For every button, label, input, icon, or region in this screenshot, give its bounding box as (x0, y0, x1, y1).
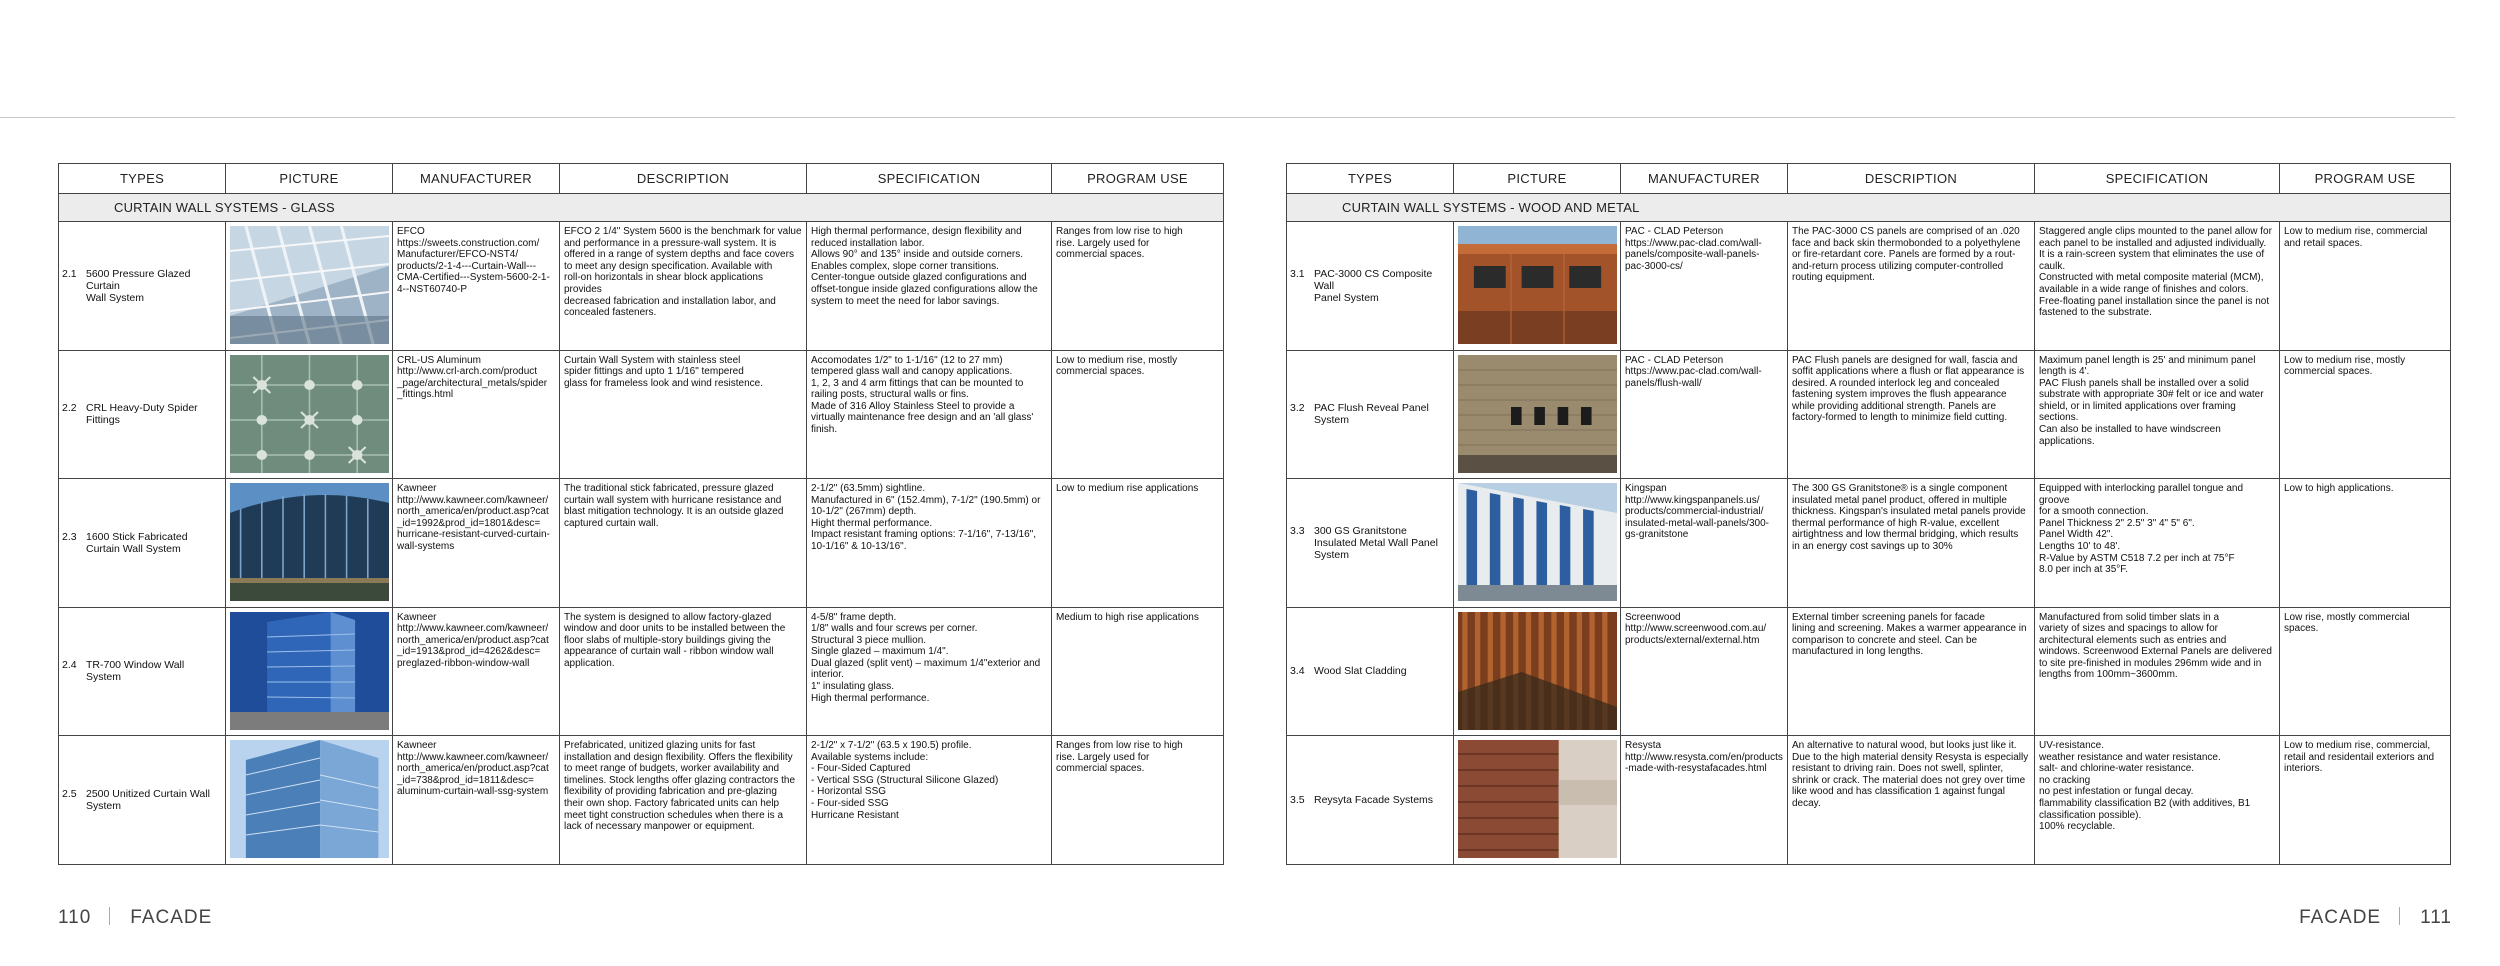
row-number: 3.1 (1290, 267, 1305, 280)
row-specification: Maximum panel length is 25' and minimum panel length is 4'. PAC Flush panels shall be installed over a solid substrate with appropriate 30# felt or ice and water shield, or in limited applications over framing sections. Can also be installed to have windscreen applications. (2035, 350, 2280, 479)
row-manufacturer: Kawneer http://www.kawneer.com/kawneer/ north_america/en/product.asp?cat _id=738&prod_id=1811&desc= aluminum-curtain-wall-ssg-system (393, 736, 560, 865)
row-description: The PAC-3000 CS panels are comprised of an .020 face and back skin thermobonded to a polyethylene or fire-retardant core. Panels are formed by a rout- and-return process utilizing computer-controlled routing equipment. (1788, 222, 2035, 351)
product-photo (230, 483, 389, 601)
header-picture: PICTURE (226, 164, 393, 194)
row-program-use: Ranges from low rise to high rise. Largely used for commercial spaces. (1052, 736, 1224, 865)
row-description: The traditional stick fabricated, pressure glazed curtain wall system with hurricane resistance and blast mitigation technology. It is an outside glazed captured curtain wall. (560, 479, 807, 608)
row-type: CRL Heavy-Duty Spider Fittings (86, 402, 198, 427)
product-photo (1458, 740, 1617, 858)
row-number: 3.2 (1290, 402, 1305, 415)
curtain-wall-wood-metal-table (1286, 163, 2451, 865)
table-row (1287, 222, 2451, 351)
row-type: PAC-3000 CS Composite Wall Panel System (1314, 267, 1433, 304)
row-program-use: Low to medium rise, commercial, retail and residentail exteriors and interiors. (2280, 736, 2451, 865)
footer-title-right: FACADE (2299, 907, 2382, 928)
page-number-left: 110 (58, 907, 92, 928)
header-types: TYPES (59, 164, 226, 194)
product-photo (230, 740, 389, 858)
footer-divider (109, 907, 110, 925)
table-row (1287, 350, 2451, 479)
row-specification: High thermal performance, design flexibility and reduced installation labor. Allows 90° and 135° inside and outside corners. Enables complex, slope corner transitions. Center-tongue outside glazed configurations and offset-tongue inside glazed configurations allow the system to meet the need for labor savings. (807, 222, 1052, 351)
footer-title-left: FACADE (130, 907, 213, 928)
table-row (59, 607, 1224, 736)
row-program-use: Low to high applications. (2280, 479, 2451, 608)
page-number-right: 111 (2420, 907, 2452, 928)
footer-right (2299, 907, 2452, 929)
table-header-row (1287, 164, 2451, 194)
row-number: 3.3 (1290, 524, 1305, 537)
row-manufacturer: EFCO https://sweets.construction.com/ Manufacturer/EFCO-NST4/ products/2-1-4---Curtain-Wall--- CMA-Certified---System-5600-2-1- 4--NST60740-P (393, 222, 560, 351)
row-program-use: Low to medium rise applications (1052, 479, 1224, 608)
table-row (59, 736, 1224, 865)
row-description: PAC Flush panels are designed for wall, fascia and soffit applications where a flush or flat appearance is desired. A rounded interlock leg and concealed fastening system improves the flush appearance while providing additional strength. Panels are factory-formed to length to minimize field cutting. (1788, 350, 2035, 479)
row-number: 2.5 (62, 787, 77, 800)
header-types: TYPES (1287, 164, 1454, 194)
row-number: 3.5 (1290, 793, 1305, 806)
table-row (59, 222, 1224, 351)
header-rule (0, 117, 2455, 118)
row-manufacturer: Kingspan http://www.kingspanpanels.us/ products/commercial-industrial/ insulated-metal-wall-panels/300- gs-granitstone (1621, 479, 1788, 608)
table-row (59, 479, 1224, 608)
product-photo (1458, 612, 1617, 730)
header-program-use: PROGRAM USE (2280, 164, 2451, 194)
row-manufacturer: CRL-US Aluminum http://www.crl-arch.com/product _page/architectural_metals/spider _fittings.html (393, 350, 560, 479)
product-photo (1458, 355, 1617, 473)
row-manufacturer: PAC - CLAD Peterson https://www.pac-clad.com/wall- panels/composite-wall-panels- pac-3000-cs/ (1621, 222, 1788, 351)
row-program-use: Ranges from low rise to high rise. Largely used for commercial spaces. (1052, 222, 1224, 351)
row-type: TR-700 Window Wall System (86, 659, 185, 684)
row-program-use: Low to medium rise, mostly commercial spaces. (1052, 350, 1224, 479)
table-row (59, 350, 1224, 479)
row-manufacturer: Kawneer http://www.kawneer.com/kawneer/ north_america/en/product.asp?cat _id=1992&prod_id=1801&desc= hurricane-resistant-curved-curtain- wall-systems (393, 479, 560, 608)
row-manufacturer: Resysta http://www.resysta.com/en/products -made-with-resystafacades.html (1621, 736, 1788, 865)
section-title: CURTAIN WALL SYSTEMS - GLASS (59, 194, 1224, 222)
row-program-use: Low to medium rise, commercial and retail spaces. (2280, 222, 2451, 351)
table-header-row (59, 164, 1224, 194)
row-description: Curtain Wall System with stainless steel spider fittings and upto 1 1/16" tempered glass for frameless look and wind resistence. (560, 350, 807, 479)
row-description: External timber screening panels for facade lining and screening. Makes a warmer appearance in comparison to concrete and steel. Can be manufactured in long lengths. (1788, 607, 2035, 736)
row-program-use: Medium to high rise applications (1052, 607, 1224, 736)
row-specification: Manufactured from solid timber slats in a variety of sizes and spacings to allow for architectural elements such as entries and windows. Screenwood External Panels are delivered to site pre-finished in modules 296mm wide and in lengths from 100mm~3600mm. (2035, 607, 2280, 736)
row-specification: Staggered angle clips mounted to the panel allow for each panel to be installed and adjusted individually. It is a rain-screen system that eliminates the use of caulk. Constructed with metal composite material (MCM), available in a wide range of finishes and colors. Free-floating panel installation since the panel is not fastened to the substrate. (2035, 222, 2280, 351)
row-description: Prefabricated, unitized glazing units for fast installation and design flexibility. Offers the flexibility to meet range of budgets, worker availability and timelines. Stock lengths offer glazing contractors the flexibility of providing fabrication and pre-glazing their own shop. Factory fabricated units can help meet tight construction schedules when there is a lack of necessary manpower or equipment. (560, 736, 807, 865)
product-photo (230, 612, 389, 730)
row-type: 2500 Unitized Curtain Wall System (86, 787, 210, 812)
header-program-use: PROGRAM USE (1052, 164, 1224, 194)
header-description: DESCRIPTION (1788, 164, 2035, 194)
product-photo (230, 355, 389, 473)
row-type: 5600 Pressure Glazed Curtain Wall System (86, 267, 191, 304)
header-specification: SPECIFICATION (807, 164, 1052, 194)
row-specification: UV-resistance. weather resistance and water resistance. salt- and chlorine-water resistance. no cracking no pest infestation or fungal decay. flammability classification B2 (with additives, B1 classification possible). 100% recyclable. (2035, 736, 2280, 865)
row-number: 2.1 (62, 267, 77, 280)
section-row (1287, 194, 2451, 222)
product-photo (230, 226, 389, 344)
row-description: The system is designed to allow factory-glazed window and door units to be installed between the floor slabs of multiple-story buildings giving the appearance of curtain wall - ribbon window wall application. (560, 607, 807, 736)
row-specification: 2-1/2" (63.5mm) sightline. Manufactured in 6" (152.4mm), 7-1/2" (190.5mm) or 10-1/2" (267mm) depth. Hight thermal performance. Impact resistant framing options: 7-1/16", 7-13/16", 10-1/16" & 10-13/16". (807, 479, 1052, 608)
row-manufacturer: PAC - CLAD Peterson https://www.pac-clad.com/wall- panels/flush-wall/ (1621, 350, 1788, 479)
row-manufacturer: Screenwood http://www.screenwood.com.au/ products/external/external.htm (1621, 607, 1788, 736)
table-row (1287, 607, 2451, 736)
curtain-wall-glass-table (58, 163, 1224, 865)
row-type: Reysyta Facade Systems (1314, 793, 1434, 806)
row-number: 3.4 (1290, 665, 1305, 678)
row-manufacturer: Kawneer http://www.kawneer.com/kawneer/ north_america/en/product.asp?cat _id=1913&prod_id=4262&desc= preglazed-ribbon-window-wall (393, 607, 560, 736)
row-type: 1600 Stick Fabricated Curtain Wall System (86, 530, 188, 555)
row-specification: 4-5/8" frame depth. 1/8" walls and four screws per corner. Structural 3 piece mullion. Single glazed – maximum 1/4". Dual glazed (split vent) – maximum 1/4"exterior and interior. 1" insulating glass. High thermal performance. (807, 607, 1052, 736)
header-picture: PICTURE (1454, 164, 1621, 194)
header-manufacturer: MANUFACTURER (1621, 164, 1788, 194)
row-specification: 2-1/2" x 7-1/2" (63.5 x 190.5) profile. Available systems include: - Four-Sided Captured - Vertical SSG (Structural Silicone Glazed) - Horizontal SSG - Four-sided SSG Hurricane Resistant (807, 736, 1052, 865)
row-number: 2.4 (62, 659, 77, 672)
row-program-use: Low rise, mostly commercial spaces. (2280, 607, 2451, 736)
section-row (59, 194, 1224, 222)
product-photo (1458, 483, 1617, 601)
row-description: EFCO 2 1/4" System 5600 is the benchmark for value and performance in a pressure-wall system. It is offered in a range of system depths and face covers to meet any design specification. Available with roll-on horizontals in shear block applications provides decreased fabrication and installation labor, and concealed fasteners. (560, 222, 807, 351)
row-program-use: Low to medium rise, mostly commercial spaces. (2280, 350, 2451, 479)
footer-divider (2399, 907, 2400, 925)
section-title: CURTAIN WALL SYSTEMS - WOOD AND METAL (1287, 194, 2451, 222)
footer-left (58, 907, 212, 929)
row-type: Wood Slat Cladding (1314, 665, 1407, 678)
header-manufacturer: MANUFACTURER (393, 164, 560, 194)
row-specification: Accomodates 1/2" to 1-1/16" (12 to 27 mm) tempered glass wall and canopy applications. 1, 2, 3 and 4 arm fittings that can be mounted to railing posts, structural walls or fins. Made of 316 Alloy Stainless Steel to provide a virtually maintenance free design and an 'all glass' finish. (807, 350, 1052, 479)
product-photo (1458, 226, 1617, 344)
header-description: DESCRIPTION (560, 164, 807, 194)
table-row (1287, 736, 2451, 865)
table-row (1287, 479, 2451, 608)
row-specification: Equipped with interlocking parallel tongue and groove for a smooth connection. Panel Thickness 2" 2.5" 3" 4" 5" 6". Panel Width 42". Lengths 10' to 48'. R-Value by ASTM C518 7.2 per inch at 75°F 8.0 per inch at 35°F. (2035, 479, 2280, 608)
header-specification: SPECIFICATION (2035, 164, 2280, 194)
row-description: An alternative to natural wood, but looks just like it. Due to the high material density Resysta is especially resistant to driving rain. Does not swell, splinter, shrink or crack. The material does not grey over time like wood and has classification 1 against fungal decay. (1788, 736, 2035, 865)
row-description: The 300 GS Granitstone® is a single component insulated metal panel product, offered in multiple thickness. Kingspan's insulated metal panels provide thermal performance of high R-value, excellent airtightness and low thermal bridging, which results in an energy cost savings up to 30% (1788, 479, 2035, 608)
row-number: 2.2 (62, 402, 77, 415)
row-number: 2.3 (62, 530, 77, 543)
row-type: 300 GS Granitstone Insulated Metal Wall Panel System (1314, 524, 1438, 561)
row-type: PAC Flush Reveal Panel System (1314, 402, 1429, 427)
